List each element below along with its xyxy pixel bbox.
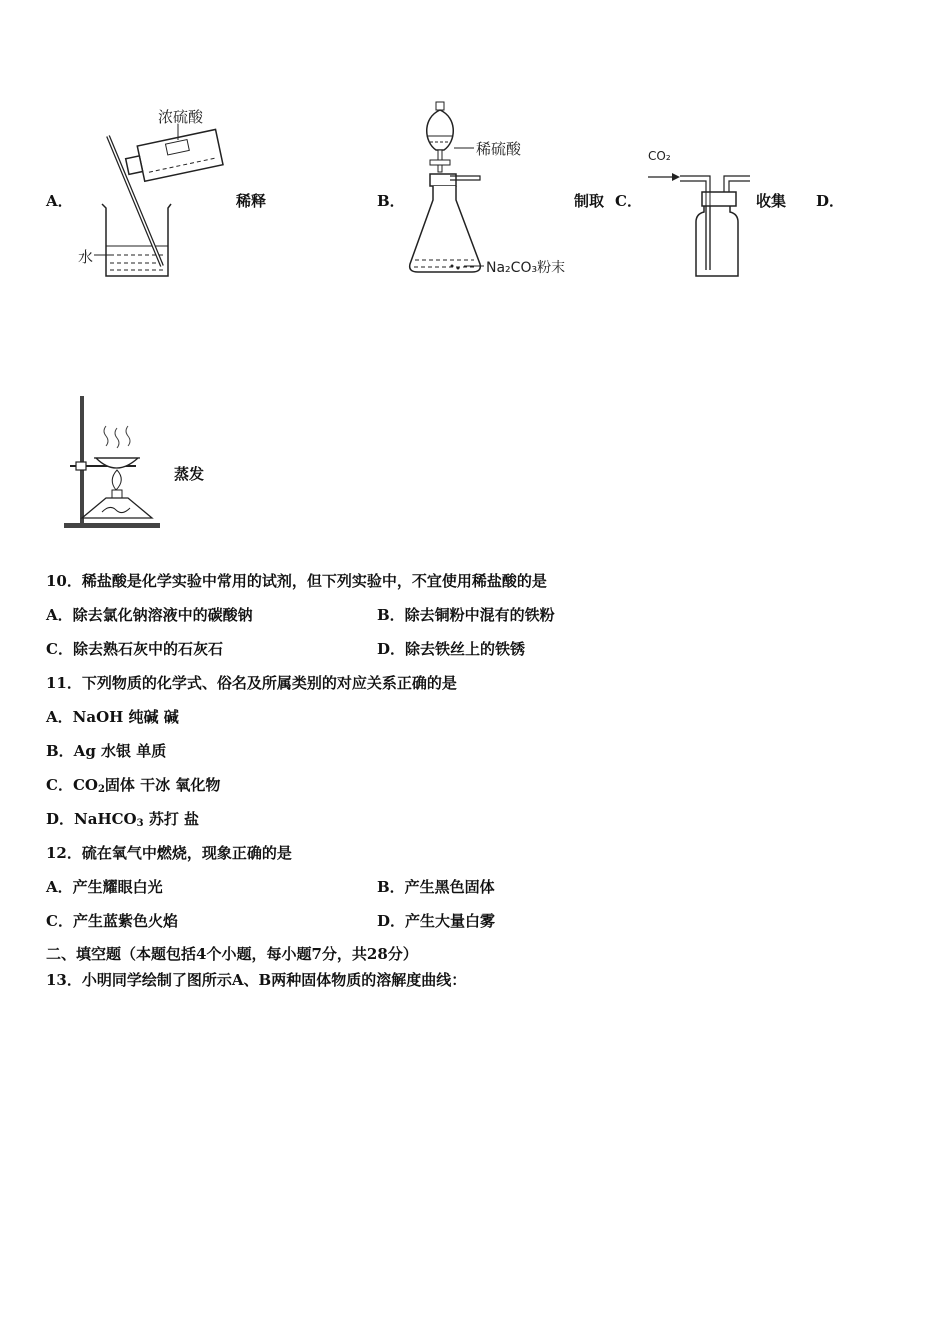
option-b-letter: B． [377,192,405,210]
dilute-acid-label: 稀硫酸 [476,140,522,158]
q11-stem: 11．下列物质的化学式、俗名及所属类别的对应关系正确的是 [46,674,457,692]
option-a-letter: A． [46,192,73,210]
q10-option-c: C．除去熟石灰中的石灰石 [46,640,223,658]
figure-a-caption: 稀释 [236,192,267,210]
q12-option-d: D．产生大量白雾 [377,912,496,930]
evaporation-apparatus-figure [56,390,166,535]
q13-stem: 13．小明同学绘制了图所示A、B两种固体物质的溶解度曲线： [46,971,467,989]
q10-option-d: D．除去铁丝上的铁锈 [377,640,526,658]
figure-d-caption: 蒸发 [174,465,205,483]
figure-c-caption: 收集 [756,192,787,210]
gas-flow-arrow-icon [672,173,680,181]
q10-stem: 10．稀盐酸是化学实验中常用的试剂，但下列实验中，不宜使用稀盐酸的是 [46,572,547,590]
water-label: 水 [78,248,94,266]
gas-collection-apparatus-figure [640,140,760,285]
option-d-letter: D． [816,192,845,210]
co2-label: CO₂ [648,149,671,163]
q11-option-a: A．NaOH 纯碱 碱 [46,708,179,726]
q12-stem: 12．硫在氧气中燃烧，现象正确的是 [46,844,292,862]
q12-option-b: B．产生黑色固体 [377,878,495,896]
q11-option-c: C．$CO_2$固体 干冰 氧化物 [46,776,221,795]
q12-option-a: A．产生耀眼白光 [46,878,163,896]
gas-generation-apparatus-figure [400,96,590,286]
q10-option-a: A．除去氯化钠溶液中的碳酸钠 [46,606,253,624]
figure-b-caption: 制取 [574,192,605,210]
dilution-apparatus-figure [72,100,232,285]
q10-option-b: B．除去铜粉中混有的铁粉 [377,606,555,624]
section-heading: 二、填空题（本题包括4个小题，每小题7分，共28分） [46,945,418,963]
option-c-letter: C． [615,192,642,210]
acid-label: 浓硫酸 [158,108,204,126]
q12-option-c: C．产生蓝紫色火焰 [46,912,178,930]
q11-option-b: B．Ag 水银 单质 [46,742,167,760]
q11-option-d: D．NaHCO$_3$ 苏打 盐 [46,810,200,829]
powder-label: Na₂CO₃粉末 [486,260,566,276]
